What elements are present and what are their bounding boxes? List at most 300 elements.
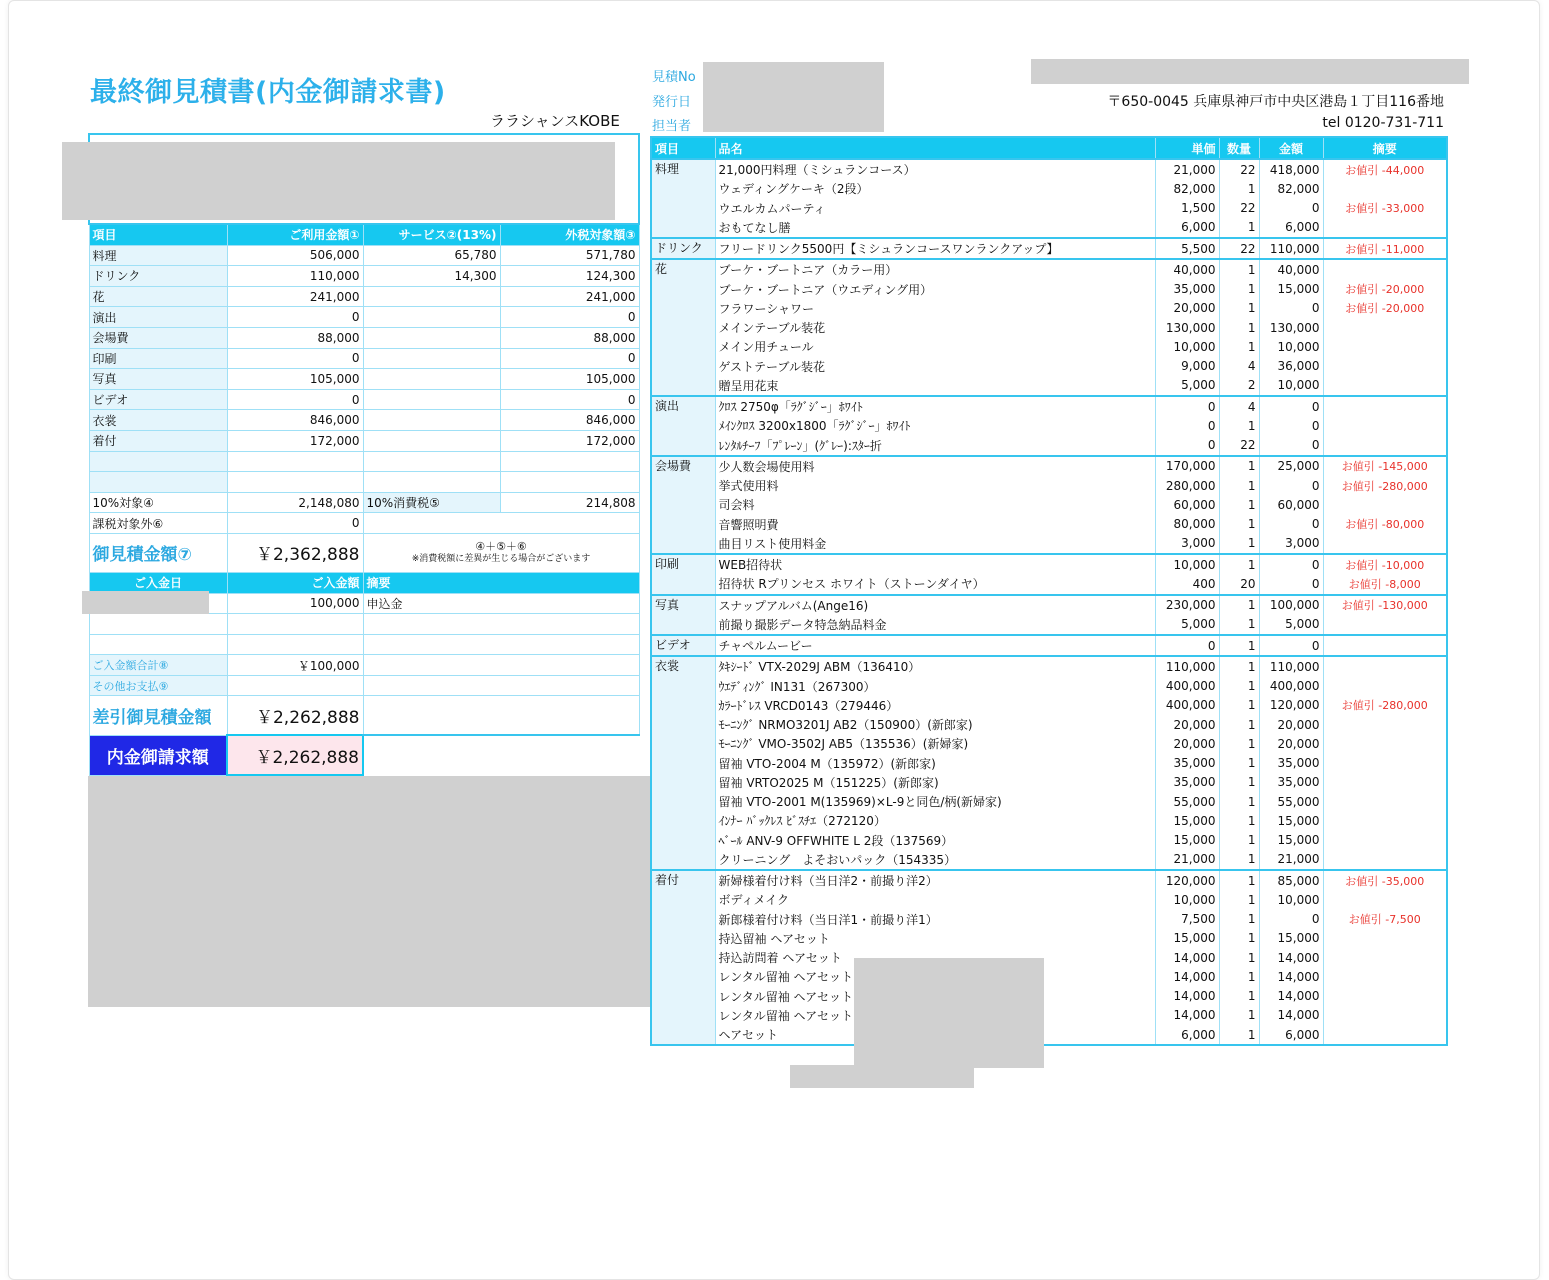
redacted-guest-names: [854, 958, 1044, 1068]
detail-quantity: 1: [1219, 259, 1259, 279]
detail-item-name: 21,000円料理（ミシュランコース）: [715, 159, 1155, 179]
shop-address: 〒650-0045 兵庫県神戸市中央区港島１丁目116番地: [1107, 94, 1444, 110]
details-header-qty: 数量: [1219, 137, 1259, 159]
detail-quantity: 22: [1219, 199, 1259, 218]
detail-quantity: 1: [1219, 179, 1259, 198]
detail-item-name: ヘアセット: [715, 1025, 1155, 1045]
blank-cell: [363, 655, 639, 676]
consumption-tax-label: 10%消費税⑤: [363, 492, 500, 513]
summary-row-label: 演出: [89, 307, 227, 328]
detail-amount: 10,000: [1259, 890, 1323, 909]
summary-header-row: [89, 224, 639, 245]
detail-item-name: 前撮り撮影データ特急納品料金: [715, 615, 1155, 635]
detail-quantity: 1: [1219, 456, 1259, 476]
detail-quantity: 2: [1219, 376, 1259, 396]
detail-row: [651, 734, 1447, 753]
summary-row-taxable: 571,780: [500, 245, 639, 266]
detail-amount: 10,000: [1259, 337, 1323, 356]
detail-amount: 0: [1259, 574, 1323, 594]
detail-row: [651, 870, 1447, 890]
detail-amount: 0: [1259, 436, 1323, 456]
tax10-value: 2,148,080: [227, 492, 363, 513]
summary-row: [89, 266, 639, 287]
detail-category: 衣裳: [651, 656, 715, 870]
detail-unit-price: 6,000: [1155, 1025, 1219, 1045]
detail-note: [1323, 792, 1447, 811]
detail-amount: 25,000: [1259, 456, 1323, 476]
summary-row-label: 料理: [89, 245, 227, 266]
detail-amount: 0: [1259, 476, 1323, 495]
detail-unit-price: 0: [1155, 436, 1219, 456]
detail-quantity: 1: [1219, 615, 1259, 635]
payment-memo: 申込金: [363, 593, 639, 614]
payment-memo: [363, 614, 639, 635]
detail-quantity: 1: [1219, 299, 1259, 318]
summary-row-taxable: 88,000: [500, 327, 639, 348]
shop-tel: tel 0120-731-711: [1322, 115, 1444, 131]
detail-category: ビデオ: [651, 635, 715, 656]
summary-row-amount: 88,000: [227, 327, 363, 348]
detail-unit-price: 55,000: [1155, 792, 1219, 811]
detail-amount: 0: [1259, 554, 1323, 574]
summary-row: [89, 410, 639, 431]
detail-quantity: 1: [1219, 595, 1259, 615]
detail-unit-price: 7,500: [1155, 910, 1219, 929]
detail-quantity: 1: [1219, 773, 1259, 792]
detail-amount: 35,000: [1259, 773, 1323, 792]
summary-row-service: [363, 327, 500, 348]
detail-row: [651, 476, 1447, 495]
summary-row: [89, 245, 639, 266]
summary-row: [89, 348, 639, 369]
detail-item-name: 留袖 VTO-2004 M（135972）(新郎家): [715, 754, 1155, 773]
detail-unit-price: 35,000: [1155, 773, 1219, 792]
summary-row-amount: 105,000: [227, 369, 363, 390]
detail-unit-price: 400: [1155, 574, 1219, 594]
detail-category: ドリンク: [651, 238, 715, 259]
summary-row-amount: [227, 472, 363, 493]
redacted-estimate-info: [703, 62, 884, 132]
detail-item-name: ｸﾛｽ 2750φ「ﾗｸﾞｼﾞｰ」ﾎﾜｲﾄ: [715, 396, 1155, 416]
detail-amount: 0: [1259, 635, 1323, 656]
detail-row: [651, 357, 1447, 376]
detail-unit-price: 10,000: [1155, 890, 1219, 909]
detail-row: [651, 850, 1447, 870]
summary-row-label: 花: [89, 286, 227, 307]
detail-row: [651, 696, 1447, 715]
detail-row: [651, 199, 1447, 218]
detail-note: [1323, 754, 1447, 773]
detail-amount: 14,000: [1259, 1006, 1323, 1025]
detail-note: [1323, 948, 1447, 967]
detail-quantity: 1: [1219, 1006, 1259, 1025]
summary-row-label: 印刷: [89, 348, 227, 369]
detail-unit-price: 9,000: [1155, 357, 1219, 376]
tax-exempt-row: [89, 513, 639, 534]
shop-name: ララシャンスKOBE: [490, 112, 620, 130]
detail-quantity: 1: [1219, 890, 1259, 909]
summary-row: [89, 286, 639, 307]
detail-item-name: 持込留袖 ヘアセット: [715, 929, 1155, 948]
detail-row: [651, 396, 1447, 416]
detail-quantity: 4: [1219, 357, 1259, 376]
detail-unit-price: 14,000: [1155, 987, 1219, 1006]
summary-row-amount: 0: [227, 389, 363, 410]
detail-quantity: 1: [1219, 554, 1259, 574]
invoice-value: ￥2,262,888: [227, 735, 363, 775]
detail-note: [1323, 337, 1447, 356]
detail-item-name: ﾀｷｼｰﾄﾞ VTX-2029J ABM（136410）: [715, 656, 1155, 676]
payment-total-label: ご入金額合計⑧: [89, 655, 227, 676]
detail-row: [651, 534, 1447, 554]
summary-header-item: 項目: [89, 224, 227, 245]
detail-note: [1323, 635, 1447, 656]
detail-quantity: 1: [1219, 929, 1259, 948]
detail-amount: 20,000: [1259, 734, 1323, 753]
detail-item-name: ウェディングケーキ（2段）: [715, 179, 1155, 198]
summary-row-taxable: 241,000: [500, 286, 639, 307]
summary-table: [88, 133, 640, 776]
detail-unit-price: 130,000: [1155, 318, 1219, 337]
detail-note: [1323, 416, 1447, 435]
detail-item-name: ゲストテーブル装花: [715, 357, 1155, 376]
other-payment-label: その他お支払⑨: [89, 675, 227, 696]
other-payment-row: [89, 675, 639, 696]
detail-row: [651, 1006, 1447, 1025]
summary-row-amount: 846,000: [227, 410, 363, 431]
summary-row-service: [363, 451, 500, 472]
detail-unit-price: 5,000: [1155, 376, 1219, 396]
detail-note: [1323, 715, 1447, 734]
detail-note: お値引 -11,000: [1323, 238, 1447, 259]
detail-unit-price: 3,000: [1155, 534, 1219, 554]
summary-row-service: [363, 307, 500, 328]
detail-unit-price: 80,000: [1155, 515, 1219, 534]
detail-quantity: 1: [1219, 318, 1259, 337]
detail-unit-price: 35,000: [1155, 280, 1219, 299]
summary-header-taxable: 外税対象額③: [500, 224, 639, 245]
detail-row: [651, 1025, 1447, 1045]
detail-note: お値引 -8,000: [1323, 574, 1447, 594]
detail-note: [1323, 773, 1447, 792]
payments-header-amount: ご入金額: [227, 572, 363, 593]
payment-amount: [227, 634, 363, 655]
estimate-total-row: [89, 533, 639, 572]
detail-quantity: 1: [1219, 280, 1259, 299]
detail-row: [651, 436, 1447, 456]
detail-note: [1323, 259, 1447, 279]
detail-amount: 15,000: [1259, 929, 1323, 948]
detail-quantity: 1: [1219, 476, 1259, 495]
page-title: 最終御見積書(内金御請求書): [90, 77, 446, 108]
detail-row: [651, 831, 1447, 850]
detail-quantity: 22: [1219, 238, 1259, 259]
detail-category: 写真: [651, 595, 715, 636]
estimate-no-label: 見積No: [652, 70, 696, 85]
detail-item-name: ｲﾝﾅｰ ﾊﾞｯｸﾚｽ ﾋﾞｽﾁｴ（272120）: [715, 811, 1155, 830]
detail-row: [651, 337, 1447, 356]
detail-row: [651, 376, 1447, 396]
detail-amount: 14,000: [1259, 948, 1323, 967]
detail-category: 会場費: [651, 456, 715, 554]
detail-amount: 15,000: [1259, 831, 1323, 850]
consumption-tax-value: 214,808: [500, 492, 639, 513]
detail-note: [1323, 831, 1447, 850]
tax-exempt-label: 課税対象外⑥: [89, 513, 227, 534]
detail-item-name: 新郎様着付け料（当日洋1・前撮り洋1）: [715, 910, 1155, 929]
detail-item-name: ﾚﾝﾀﾙﾁｰﾌ「ﾌﾟﾚｰﾝ」(ｸﾞﾚｰ):ｽﾀｰ折: [715, 436, 1155, 456]
tax10-label: 10%対象④: [89, 492, 227, 513]
payment-amount: [227, 614, 363, 635]
details-body: [651, 137, 1447, 1045]
detail-note: お値引 -44,000: [1323, 159, 1447, 179]
estimate-total-label: 御見積金額⑦: [89, 533, 227, 572]
payment-amount: 100,000: [227, 593, 363, 614]
detail-item-name: ブーケ・ブートニア（カラー用）: [715, 259, 1155, 279]
detail-row: [651, 515, 1447, 534]
detail-note: [1323, 615, 1447, 635]
detail-amount: 418,000: [1259, 159, 1323, 179]
detail-quantity: 1: [1219, 948, 1259, 967]
detail-amount: 130,000: [1259, 318, 1323, 337]
detail-unit-price: 230,000: [1155, 595, 1219, 615]
detail-amount: 0: [1259, 416, 1323, 435]
detail-quantity: 1: [1219, 870, 1259, 890]
summary-row-label: ビデオ: [89, 389, 227, 410]
detail-category: 着付: [651, 870, 715, 1045]
detail-note: [1323, 929, 1447, 948]
detail-row: [651, 179, 1447, 198]
detail-quantity: 22: [1219, 436, 1259, 456]
detail-note: [1323, 534, 1447, 554]
payment-memo: [363, 634, 639, 655]
detail-note: [1323, 357, 1447, 376]
detail-row: [651, 416, 1447, 435]
detail-row: [651, 773, 1447, 792]
balance-label: 差引御見積金額: [89, 696, 227, 736]
detail-item-name: おもてなし膳: [715, 218, 1155, 238]
detail-row: [651, 948, 1447, 967]
detail-unit-price: 0: [1155, 635, 1219, 656]
detail-amount: 60,000: [1259, 495, 1323, 514]
detail-amount: 14,000: [1259, 987, 1323, 1006]
detail-item-name: 留袖 VTO-2001 M(135969)×L-9と同色/柄(新婦家): [715, 792, 1155, 811]
detail-quantity: 1: [1219, 792, 1259, 811]
details-header-row: [651, 137, 1447, 159]
detail-item-name: 持込訪問着 ヘアセット: [715, 948, 1155, 967]
detail-quantity: 22: [1219, 159, 1259, 179]
summary-row-taxable: [500, 472, 639, 493]
detail-row: [651, 299, 1447, 318]
detail-amount: 20,000: [1259, 715, 1323, 734]
payments-header-row: [89, 572, 639, 593]
detail-quantity: 1: [1219, 416, 1259, 435]
detail-quantity: 20: [1219, 574, 1259, 594]
detail-note: お値引 -80,000: [1323, 515, 1447, 534]
detail-amount: 82,000: [1259, 179, 1323, 198]
detail-unit-price: 15,000: [1155, 929, 1219, 948]
detail-row: [651, 280, 1447, 299]
detail-category: 演出: [651, 396, 715, 456]
detail-row: [651, 910, 1447, 929]
detail-row: [651, 677, 1447, 696]
detail-amount: 100,000: [1259, 595, 1323, 615]
detail-note: お値引 -20,000: [1323, 299, 1447, 318]
detail-note: [1323, 967, 1447, 986]
details-header-note: 摘要: [1323, 137, 1447, 159]
detail-amount: 3,000: [1259, 534, 1323, 554]
detail-amount: 0: [1259, 515, 1323, 534]
issue-date-label: 発行日: [652, 95, 692, 110]
summary-row-service: [363, 472, 500, 493]
detail-row: [651, 218, 1447, 238]
detail-amount: 0: [1259, 199, 1323, 218]
detail-item-name: スナップアルバム(Ange16): [715, 595, 1155, 615]
invoice-row: [89, 735, 639, 775]
detail-item-name: 少人数会場使用料: [715, 456, 1155, 476]
detail-amount: 14,000: [1259, 967, 1323, 986]
detail-note: お値引 -7,500: [1323, 910, 1447, 929]
detail-unit-price: 14,000: [1155, 1006, 1219, 1025]
summary-row: [89, 451, 639, 472]
tax10-row: [89, 492, 639, 513]
detail-note: [1323, 218, 1447, 238]
detail-item-name: 挙式使用料: [715, 476, 1155, 495]
detail-unit-price: 15,000: [1155, 831, 1219, 850]
detail-row: [651, 615, 1447, 635]
detail-quantity: 1: [1219, 715, 1259, 734]
detail-note: お値引 -20,000: [1323, 280, 1447, 299]
summary-row-service: [363, 389, 500, 410]
invoice-label: 内金御請求額: [89, 735, 227, 775]
detail-quantity: 1: [1219, 696, 1259, 715]
detail-item-name: WEB招待状: [715, 554, 1155, 574]
detail-quantity: 1: [1219, 850, 1259, 870]
detail-item-name: ボディメイク: [715, 890, 1155, 909]
detail-row: [651, 318, 1447, 337]
detail-note: [1323, 179, 1447, 198]
detail-note: お値引 -280,000: [1323, 696, 1447, 715]
detail-note: [1323, 811, 1447, 830]
payment-date: [89, 614, 227, 635]
summary-row-amount: 241,000: [227, 286, 363, 307]
payment-total-value: ￥100,000: [227, 655, 363, 676]
summary-row-amount: 506,000: [227, 245, 363, 266]
detail-note: [1323, 656, 1447, 676]
detail-amount: 15,000: [1259, 280, 1323, 299]
detail-note: お値引 -130,000: [1323, 595, 1447, 615]
detail-unit-price: 170,000: [1155, 456, 1219, 476]
detail-quantity: 4: [1219, 396, 1259, 416]
detail-item-name: ﾓｰﾆﾝｸﾞ VMO-3502J AB5（135536）(新婦家): [715, 734, 1155, 753]
detail-amount: 110,000: [1259, 238, 1323, 259]
detail-unit-price: 15,000: [1155, 811, 1219, 830]
payment-row: [89, 634, 639, 655]
payments-header-date: ご入金日: [89, 572, 227, 593]
detail-item-name: 贈呈用花束: [715, 376, 1155, 396]
summary-row-amount: 110,000: [227, 266, 363, 287]
detail-note: お値引 -280,000: [1323, 476, 1447, 495]
summary-row-taxable: 172,000: [500, 430, 639, 451]
detail-quantity: 1: [1219, 337, 1259, 356]
summary-row: [89, 307, 639, 328]
detail-note: お値引 -10,000: [1323, 554, 1447, 574]
summary-row-service: [363, 410, 500, 431]
redacted-payment-date: [82, 591, 209, 614]
detail-amount: 85,000: [1259, 870, 1323, 890]
detail-item-name: クリーニング よそおいパック（154335）: [715, 850, 1155, 870]
tax-exempt-value: 0: [227, 513, 363, 534]
detail-row: [651, 238, 1447, 259]
detail-item-name: ウエルカムパーティ: [715, 199, 1155, 218]
detail-item-name: フラワーシャワー: [715, 299, 1155, 318]
summary-row-taxable: 0: [500, 348, 639, 369]
detail-quantity: 1: [1219, 910, 1259, 929]
summary-row-label: ドリンク: [89, 266, 227, 287]
detail-row: [651, 495, 1447, 514]
payment-total-row: [89, 655, 639, 676]
detail-amount: 35,000: [1259, 754, 1323, 773]
detail-item-name: ｳｴﾃﾞｨﾝｸﾞ IN131（267300）: [715, 677, 1155, 696]
redacted-guest-name-last: [790, 1065, 974, 1088]
detail-unit-price: 82,000: [1155, 179, 1219, 198]
detail-quantity: 1: [1219, 967, 1259, 986]
summary-row-amount: 172,000: [227, 430, 363, 451]
detail-row: [651, 635, 1447, 656]
detail-amount: 120,000: [1259, 696, 1323, 715]
detail-unit-price: 400,000: [1155, 677, 1219, 696]
detail-note: [1323, 436, 1447, 456]
detail-amount: 0: [1259, 396, 1323, 416]
details-header-unit: 単価: [1155, 137, 1219, 159]
estimate-formula-cell: [363, 533, 639, 572]
details-header-category: 項目: [651, 137, 715, 159]
blank-cell: [363, 675, 639, 696]
detail-unit-price: 6,000: [1155, 218, 1219, 238]
detail-note: [1323, 677, 1447, 696]
detail-amount: 21,000: [1259, 850, 1323, 870]
detail-unit-price: 21,000: [1155, 159, 1219, 179]
redacted-customer-block: [62, 142, 615, 220]
summary-row-service: [363, 369, 500, 390]
redacted-lower-left: [88, 776, 650, 1007]
detail-unit-price: 10,000: [1155, 337, 1219, 356]
detail-quantity: 1: [1219, 677, 1259, 696]
detail-unit-price: 400,000: [1155, 696, 1219, 715]
detail-unit-price: 20,000: [1155, 715, 1219, 734]
detail-unit-price: 14,000: [1155, 967, 1219, 986]
payment-row: [89, 614, 639, 635]
detail-unit-price: 21,000: [1155, 850, 1219, 870]
summary-row-amount: 0: [227, 307, 363, 328]
detail-quantity: 1: [1219, 534, 1259, 554]
redacted-venue-header: [1031, 59, 1469, 84]
detail-row: [651, 792, 1447, 811]
detail-quantity: 1: [1219, 811, 1259, 830]
detail-unit-price: 5,500: [1155, 238, 1219, 259]
detail-row: [651, 456, 1447, 476]
balance-row: [89, 696, 639, 736]
details-header-amount: 金額: [1259, 137, 1323, 159]
detail-item-name: 曲目リスト使用料金: [715, 534, 1155, 554]
detail-amount: 55,000: [1259, 792, 1323, 811]
blank-cell: [363, 513, 639, 534]
summary-row: [89, 389, 639, 410]
detail-quantity: 1: [1219, 656, 1259, 676]
summary-row-service: [363, 286, 500, 307]
detail-row: [651, 574, 1447, 594]
summary-row-taxable: 105,000: [500, 369, 639, 390]
